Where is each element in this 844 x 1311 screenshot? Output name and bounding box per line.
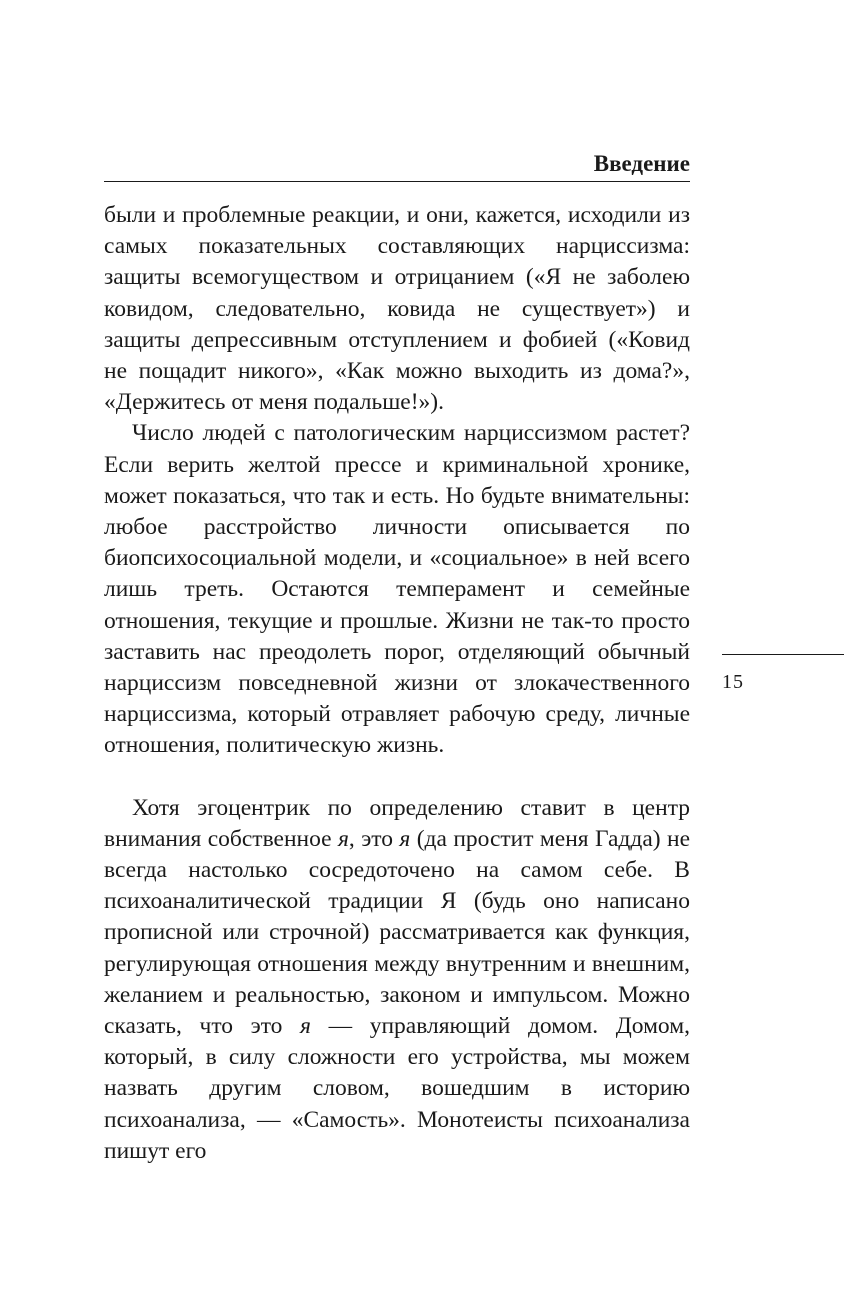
italic-ya-1: я bbox=[337, 825, 349, 852]
running-head: Введение bbox=[593, 151, 690, 176]
paragraph-3-text-3: (да простит меня Гадда) не всегда настолько сосредоточено на самом себе. В психоаналитической традиции Я (будь оно написано прописной или строчной) рассматривается как функция, регулирующая отношения между внутренним и внешним, желанием и реальностью, законом и импульсом. Можно сказать, что это bbox=[104, 825, 691, 1040]
paragraph-3-text-4: — управляющий домом. Домом, который, в силу сложности его устройства, мы можем назвать другим словом, вошедшим в историю психоанализа, — «Самость». Монотеисты психоанализа пишут его bbox=[104, 1013, 690, 1164]
paragraph-2: Число людей с патологическим нарциссизмом растет? Если верить желтой прессе и криминальной хронике, может показаться, что так и есть. Но будьте внимательны: любое расстройство личности описывается по биопсихосоциальной модели, и «социальное» в ней всего лишь треть. Остаются темперамент и семейные отношения, текущие и прошлые. Жизни не так-то просто заставить нас преодолеть порог, отделяющий обычный нарциссизм повседневной жизни от злокачественного нарциссизма, который отравляет рабочую среду, личные отношения, политическую жизнь. bbox=[104, 420, 690, 759]
italic-ya-3: я bbox=[300, 1013, 311, 1040]
paragraph-3-text-1: Хотя эгоцентрик по определению ставит в центр внимания собственное bbox=[104, 794, 690, 852]
folio-rule bbox=[722, 654, 844, 655]
paragraph-1: были и проблемные реакции, и они, кажется, исходили из самых показательных составляющих нарциссизма: защиты всемогуществом и отрицанием («Я не заболею ковидом, следовательно, ковида не существует») и защиты депрессивным отступлением и фобией («Ковид не пощадит никого», «Как можно выходить из дома?», «Держитесь от меня подальше!»). bbox=[104, 202, 690, 416]
italic-ya-2: я bbox=[399, 825, 411, 852]
header-rule bbox=[104, 181, 690, 182]
body-text bbox=[104, 200, 690, 1167]
paragraph-3-text-2: , это bbox=[348, 825, 400, 852]
paragraph-3 bbox=[104, 793, 690, 1167]
page-number: 15 bbox=[722, 671, 744, 693]
